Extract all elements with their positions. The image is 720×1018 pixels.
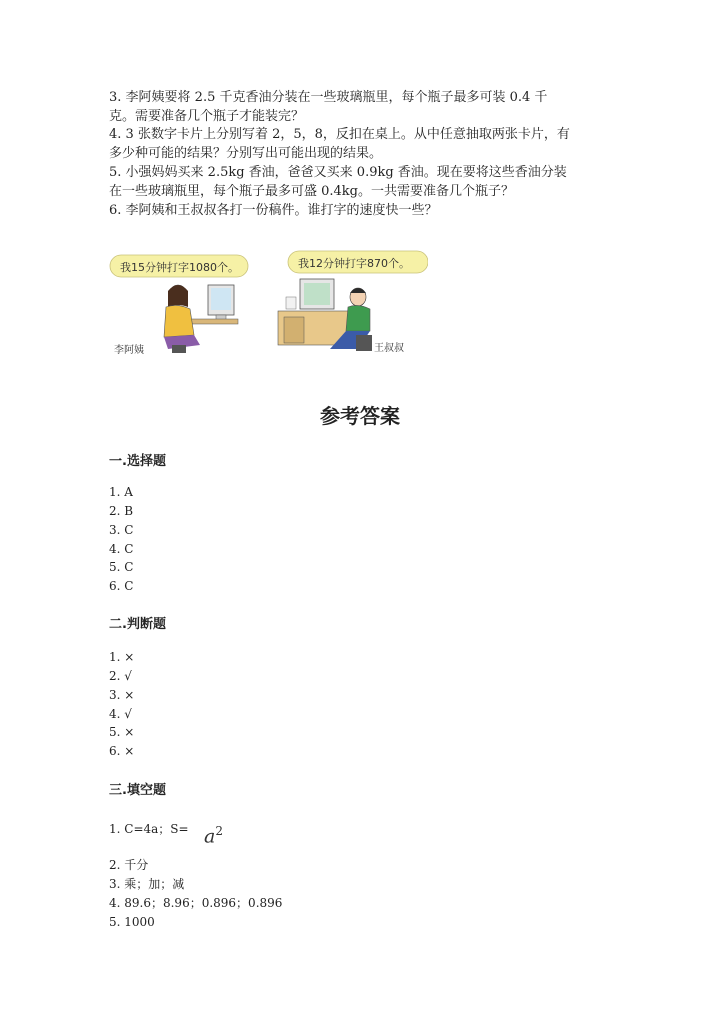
fill-answer-5: 5. 1000 [109, 915, 155, 929]
fill-answer-1: 1. C=4a；S= [109, 822, 189, 836]
judge-answer-4: 4. √ [109, 707, 132, 721]
question-3-line-1: 3. 李阿姨要将 2.5 千克香油分装在一些玻璃瓶里，每个瓶子最多可装 0.4 千 [109, 90, 548, 105]
judge-answer-1: 1. × [109, 650, 135, 664]
judge-answer-5: 5. × [109, 725, 135, 739]
judge-answer-3: 3. × [109, 688, 135, 702]
answer-title: 参考答案 [320, 404, 400, 428]
right-character-name: 王叔叔 [374, 343, 404, 354]
section-judge-heading: 二.判断题 [109, 617, 166, 632]
choice-answer-5: 5. C [109, 560, 134, 574]
fill-answer-2: 2. 千分 [109, 858, 149, 872]
question-3-line-2: 克。需要准备几个瓶子才能装完？ [109, 109, 305, 124]
choice-answer-2: 2. B [109, 504, 134, 518]
formula-base: a [204, 825, 216, 848]
left-character-name: 李阿姨 [114, 345, 144, 356]
right-bubble-text: 我12分钟打字870个。 [298, 257, 410, 270]
question-6: 6. 李阿姨和王叔叔各打一份稿件。谁打字的速度快一些？ [109, 203, 438, 218]
section-fill-heading: 三.填空题 [109, 783, 166, 798]
question-5-line-2: 在一些玻璃瓶里，每个瓶子最多可盛 0.4kg。一共需要准备几个瓶子？ [109, 184, 515, 199]
question-5-line-1: 5. 小强妈妈买来 2.5kg 香油，爸爸又买来 0.9kg 香油。现在要将这些香油分装 [109, 165, 567, 180]
choice-answer-4: 4. C [109, 542, 134, 556]
choice-answer-6: 6. C [109, 579, 134, 593]
question-4-line-1: 4. 3 张数字卡片上分别写着 2，5，8，反扣在桌上。从中任意抽取两张卡片，有 [109, 127, 570, 142]
judge-answer-6: 6. × [109, 744, 135, 758]
fill-answer-4: 4. 89.6；8.96；0.896；0.896 [109, 896, 283, 910]
typing-illustration [108, 245, 428, 365]
choice-answer-1: 1. A [109, 485, 133, 499]
question-4-line-2: 多少种可能的结果？分别写出可能出现的结果。 [109, 146, 383, 161]
formula-exponent: 2 [215, 824, 223, 838]
area-formula [204, 824, 223, 847]
judge-answer-2: 2. √ [109, 669, 132, 683]
section-choice-heading: 一.选择题 [109, 454, 166, 469]
choice-answer-3: 3. C [109, 523, 134, 537]
fill-answer-3: 3. 乘；加；减 [109, 877, 185, 891]
left-bubble-text: 我15分钟打字1080个。 [120, 261, 239, 274]
woman-typing-icon [164, 285, 238, 353]
man-typing-icon [278, 279, 372, 351]
